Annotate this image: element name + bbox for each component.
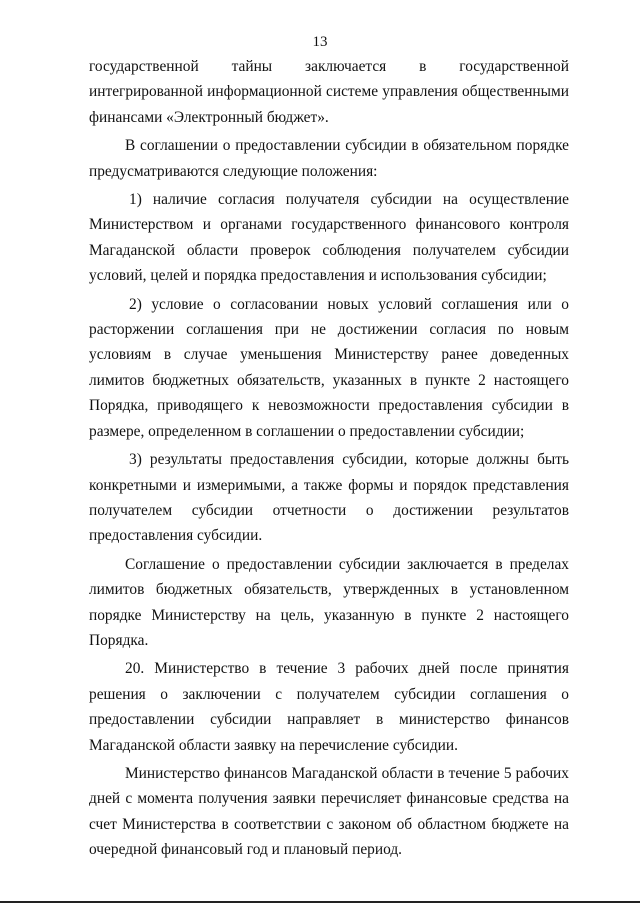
paragraph-agreement-provisions: В соглашении о предоставлении субсидии в обязательном порядке предусматриваются следующие положения: — [89, 137, 569, 180]
document-body — [89, 54, 569, 863]
paragraph-item-1: 1) наличие согласия получателя субсидии на осуществление Министерством и органами государственного финансового контроля Магаданской области проверок соблюдения получателем субсидии условий, целей и порядка предоставления и использования субсидии; — [89, 191, 569, 285]
page-edge-line — [0, 901, 640, 903]
paragraph-continuation: государственной тайны заключается в государственной интегрированной информационной системе управления общественными финансами «Электронный бюджет». — [89, 58, 569, 126]
paragraph-agreement-limits: Соглашение о предоставлении субсидии заключается в пределах лимитов бюджетных обязательств, утвержденных в установленном порядке Министерству на цель, указанную в пункте 2 настоящего Порядка. — [89, 555, 569, 649]
paragraph-item-2: 2) условие о согласовании новых условий соглашения или о расторжении соглашения при не достижении согласия по новым условиям в случае уменьшения Министерству ранее доведенных лимитов бюджетных обязательств, указанных в пункте 2 настоящего Порядка, приводящего к невозможности предоставления субсидии в размере, определенном в соглашении о предоставлении субсидии; — [89, 295, 569, 440]
paragraph-item-3: 3) результаты предоставления субсидии, которые должны быть конкретными и измеримыми, а также формы и порядок представления получателем субсидии отчетности о достижении результатов предоставления субсидии. — [89, 451, 569, 545]
paragraph-transfer-funds: Министерство финансов Магаданской области в течение 5 рабочих дней с момента получения заявки перечисляет финансовые средства на счет Министерства в соответствии с законом об областном бюджете на очередной финансовый год и плановый период. — [89, 764, 569, 859]
paragraph-clause-20: 20. Министерство в течение 3 рабочих дней после принятия решения о заключении с получателем субсидии соглашения о предоставлении субсидии направляет в министерство финансов Магаданской области заявку на перечисление субсидии. — [89, 660, 569, 754]
page-number: 13 — [312, 34, 328, 50]
